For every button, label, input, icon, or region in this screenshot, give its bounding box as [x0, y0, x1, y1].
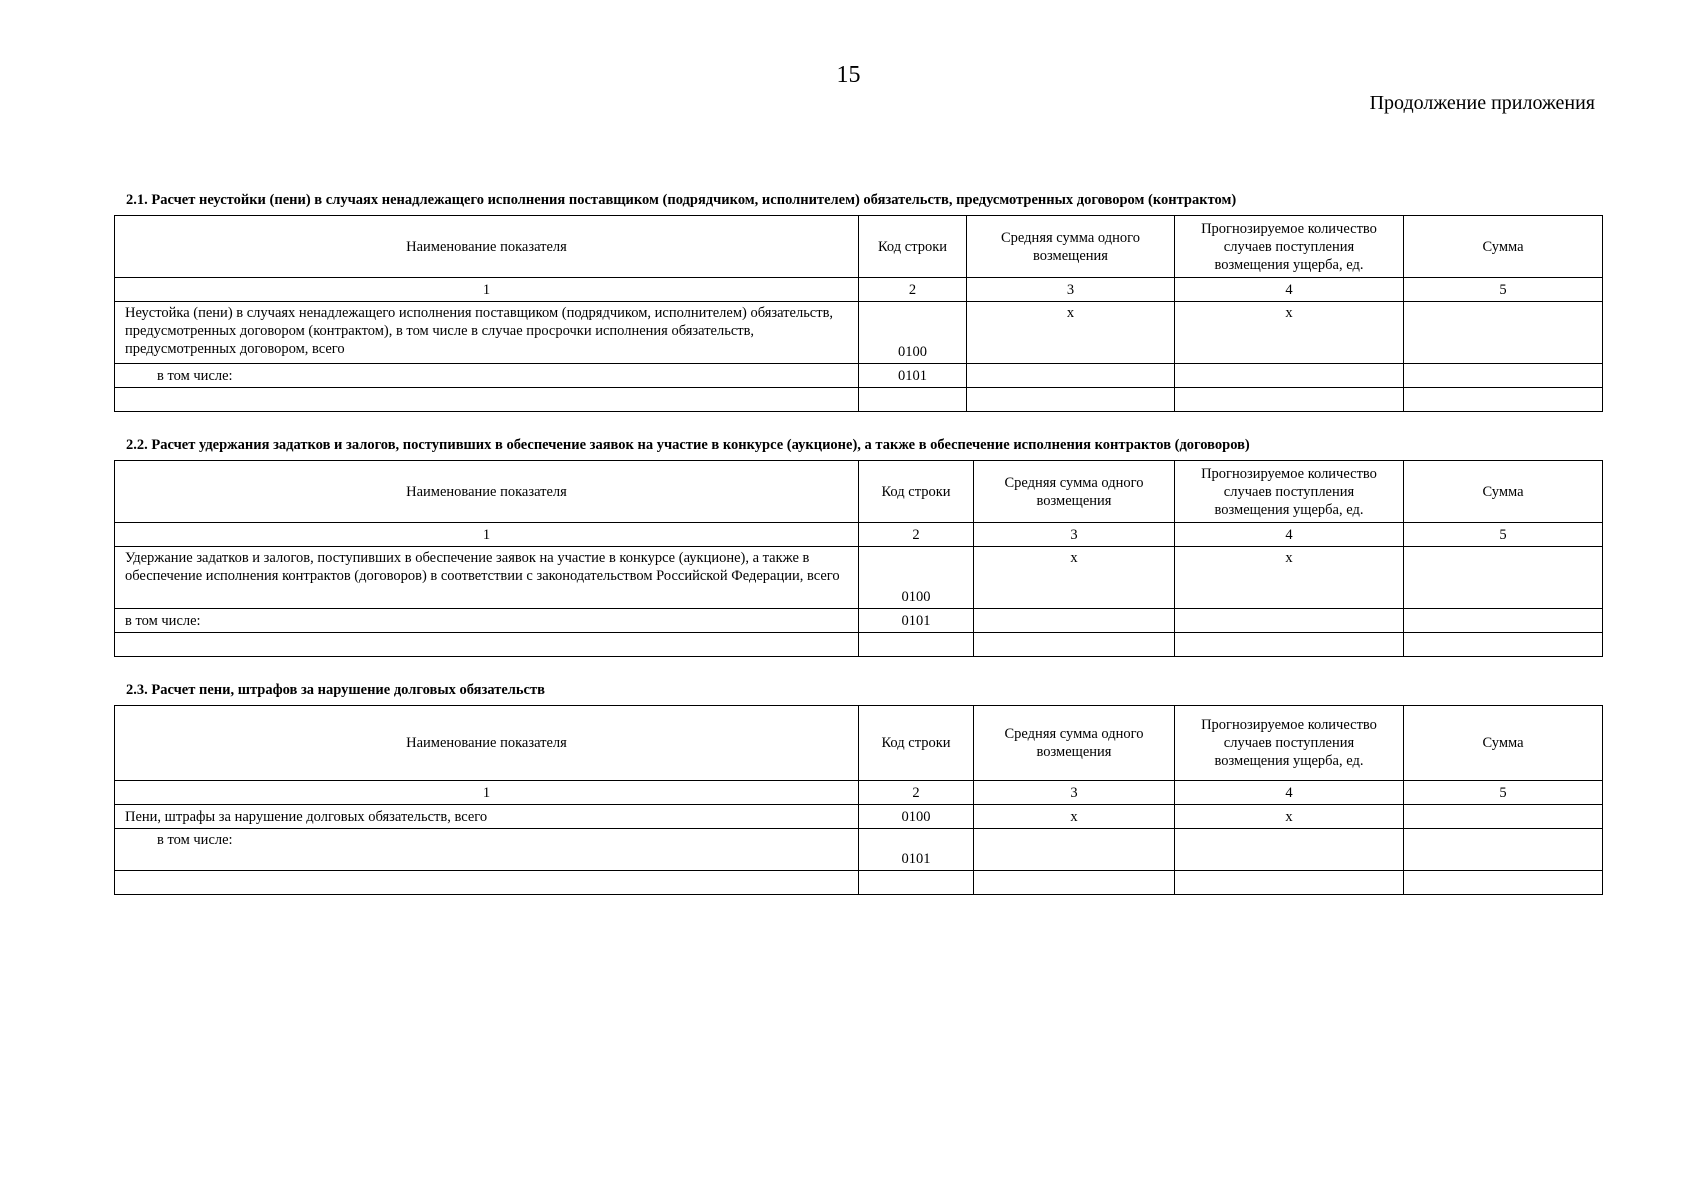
- table-row: [115, 805, 1603, 829]
- empty-cell: [974, 633, 1175, 657]
- row-avg: x: [974, 805, 1175, 829]
- section-2-3: [114, 682, 1602, 895]
- empty-cell: [115, 871, 859, 895]
- row-code: 0101: [859, 609, 974, 633]
- row-count: x: [1175, 547, 1404, 609]
- calculation-table: [114, 215, 1603, 412]
- header-code: Код строки: [859, 461, 974, 523]
- empty-cell: [1175, 388, 1404, 412]
- row-avg: [974, 829, 1175, 871]
- row-sum: [1404, 547, 1603, 609]
- header-name: Наименование показателя: [115, 461, 859, 523]
- row-avg: [974, 609, 1175, 633]
- row-code: 0100: [859, 547, 974, 609]
- col-number: 5: [1404, 781, 1603, 805]
- row-name: Пени, штрафы за нарушение долговых обязательств, всего: [115, 805, 859, 829]
- col-number: 4: [1175, 278, 1404, 302]
- row-count: x: [1175, 805, 1404, 829]
- empty-cell: [859, 871, 974, 895]
- header-count: Прогнозируемое количество случаев поступления возмещения ущерба, ед.: [1175, 461, 1404, 523]
- table-row-empty: [115, 633, 1603, 657]
- header-code: Код строки: [859, 706, 974, 781]
- col-number: 2: [859, 278, 967, 302]
- header-row: [115, 461, 1603, 523]
- row-name: Неустойка (пени) в случаях ненадлежащего исполнения поставщиком (подрядчиком, исполнителем) обязательств, предусмотренных договором (контрактом), в том числе в случае просрочки исполнения обязательств, предусмотренных договором, всего: [115, 302, 859, 364]
- row-sum: [1404, 609, 1603, 633]
- column-number-row: [115, 278, 1603, 302]
- header-avg: Средняя сумма одного возмещения: [974, 461, 1175, 523]
- row-count: [1175, 364, 1404, 388]
- empty-cell: [1175, 633, 1404, 657]
- col-number: 3: [974, 781, 1175, 805]
- empty-cell: [1404, 871, 1603, 895]
- header-avg: Средняя сумма одного возмещения: [974, 706, 1175, 781]
- row-sum: [1404, 805, 1603, 829]
- table-row-empty: [115, 388, 1603, 412]
- row-count: [1175, 609, 1404, 633]
- header-name: Наименование показателя: [115, 216, 859, 278]
- col-number: 3: [974, 523, 1175, 547]
- row-avg: x: [974, 547, 1175, 609]
- header-row: [115, 216, 1603, 278]
- col-number: 2: [859, 523, 974, 547]
- row-sum: [1404, 829, 1603, 871]
- empty-cell: [859, 633, 974, 657]
- row-name: в том числе:: [115, 829, 859, 871]
- row-code: 0101: [859, 364, 967, 388]
- empty-cell: [115, 388, 859, 412]
- section-2-1: [114, 192, 1602, 412]
- empty-cell: [967, 388, 1175, 412]
- empty-cell: [115, 633, 859, 657]
- section-2-2: [114, 437, 1602, 657]
- table-row: [115, 364, 1603, 388]
- row-name: в том числе:: [115, 609, 859, 633]
- row-code: 0100: [859, 302, 967, 364]
- row-code: 0100: [859, 805, 974, 829]
- table-row: [115, 547, 1603, 609]
- table-row: [115, 302, 1603, 364]
- col-number: 1: [115, 781, 859, 805]
- header-count: Прогнозируемое количество случаев поступления возмещения ущерба, ед.: [1175, 706, 1404, 781]
- header-code: Код строки: [859, 216, 967, 278]
- col-number: 2: [859, 781, 974, 805]
- col-number: 5: [1404, 523, 1603, 547]
- col-number: 1: [115, 523, 859, 547]
- section-title: 2.2. Расчет удержания задатков и залогов, поступивших в обеспечение заявок на участие в конкурсе (аукционе), а также в обеспечение исполнения контрактов (договоров): [126, 437, 1250, 453]
- row-name: Удержание задатков и залогов, поступивших в обеспечение заявок на участие в конкурсе (аукционе), а также в обеспечение исполнения контрактов (договоров) в соответствии с законодательством Российской Федерации, всего: [115, 547, 859, 609]
- col-number: 3: [967, 278, 1175, 302]
- column-number-row: [115, 523, 1603, 547]
- empty-cell: [1175, 871, 1404, 895]
- section-title: 2.1. Расчет неустойки (пени) в случаях ненадлежащего исполнения поставщиком (подрядчиком, исполнителем) обязательств, предусмотренных договором (контрактом): [126, 192, 1237, 208]
- row-avg: [967, 364, 1175, 388]
- header-sum: Сумма: [1404, 461, 1603, 523]
- header-sum: Сумма: [1404, 216, 1603, 278]
- header-avg: Средняя сумма одного возмещения: [967, 216, 1175, 278]
- header-name: Наименование показателя: [115, 706, 859, 781]
- col-number: 5: [1404, 278, 1603, 302]
- calculation-table: [114, 705, 1603, 895]
- page-number: 15: [836, 62, 861, 88]
- empty-cell: [859, 388, 967, 412]
- header-row: [115, 706, 1603, 781]
- row-sum: [1404, 302, 1603, 364]
- row-count: x: [1175, 302, 1404, 364]
- col-number: 4: [1175, 523, 1404, 547]
- table-row: [115, 609, 1603, 633]
- col-number: 1: [115, 278, 859, 302]
- col-number: 4: [1175, 781, 1404, 805]
- column-number-row: [115, 781, 1603, 805]
- row-count: [1175, 829, 1404, 871]
- empty-cell: [974, 871, 1175, 895]
- row-code: 0101: [859, 829, 974, 871]
- section-title: 2.3. Расчет пени, штрафов за нарушение долговых обязательств: [126, 682, 545, 698]
- table-row-empty: [115, 871, 1603, 895]
- row-avg: x: [967, 302, 1175, 364]
- header-sum: Сумма: [1404, 706, 1603, 781]
- header-count: Прогнозируемое количество случаев поступления возмещения ущерба, ед.: [1175, 216, 1404, 278]
- row-sum: [1404, 364, 1603, 388]
- empty-cell: [1404, 388, 1603, 412]
- empty-cell: [1404, 633, 1603, 657]
- table-row: [115, 829, 1603, 871]
- continuation-label: Продолжение приложения: [1369, 92, 1595, 114]
- calculation-table: [114, 460, 1603, 657]
- row-name: в том числе:: [115, 364, 859, 388]
